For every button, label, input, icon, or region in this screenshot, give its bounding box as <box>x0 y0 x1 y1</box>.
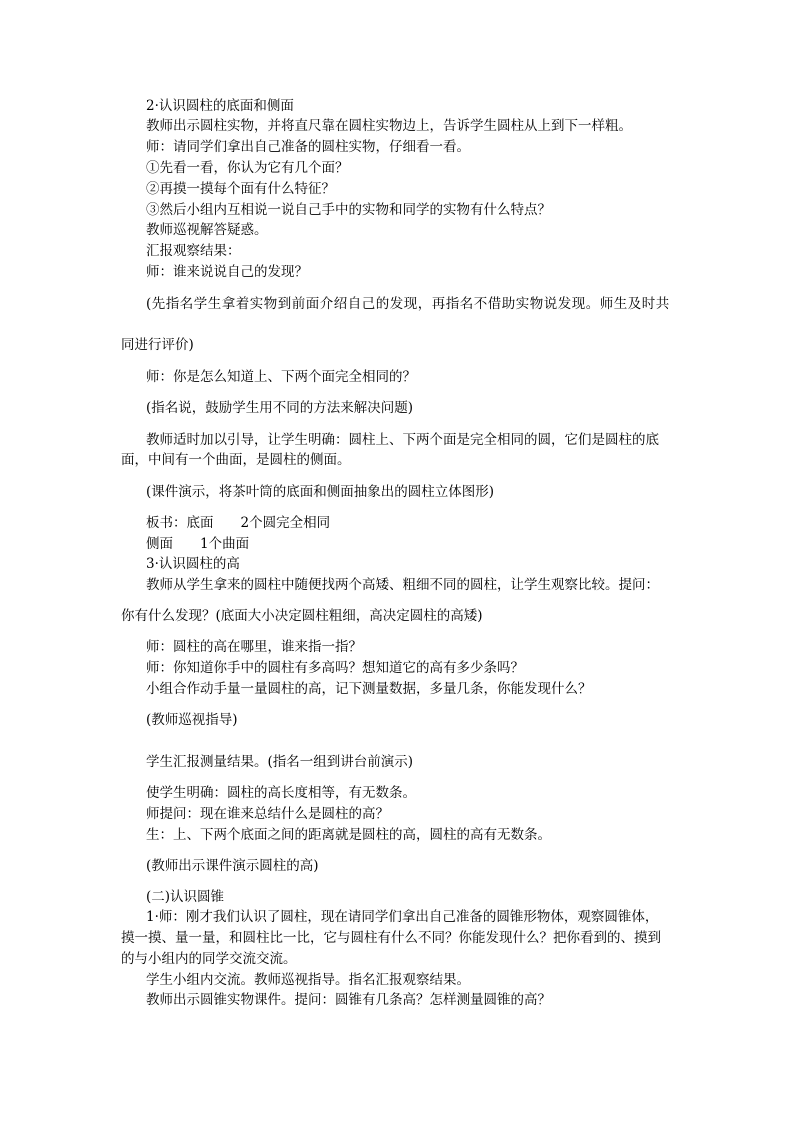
paragraph-line: 师提问：现在谁来总结什么是圆柱的高？ <box>146 806 389 822</box>
board-writing: 侧面 1个曲面 <box>146 536 250 552</box>
paragraph-line: 使学生明确：圆柱的高长度相等，有无数条。 <box>146 785 416 801</box>
paragraph-line: 教师适时加以引导，让学生明确：圆柱上、下两个面是完全相同的圆，它们是圆柱的底 <box>146 432 659 448</box>
paragraph-line: 学生汇报测量结果。(指名一组到讲台前演示) <box>146 754 414 770</box>
paragraph-line: 教师巡视解答疑惑。 <box>146 222 268 238</box>
board-writing: 板书：底面 2个圆完全相同 <box>146 515 331 531</box>
paragraph-line: 师：你知道你手中的圆柱有多高吗？想知道它的高有多少条吗？ <box>146 660 524 676</box>
paragraph-line: (教师出示课件演示圆柱的高) <box>146 858 319 874</box>
paragraph-line: (课件演示，将茶叶筒的底面和侧面抽象出的圆柱立体图形) <box>146 484 495 500</box>
paragraph-line: 教师出示圆锥实物课件。提问：圆锥有几条高？怎样测量圆锥的高？ <box>146 992 551 1008</box>
paragraph-line: 你有什么发现？(底面大小决定圆柱粗细，高决定圆柱的高矮) <box>121 608 483 624</box>
list-item: ③然后小组内互相说一说自己手中的实物和同学的实物有什么特点？ <box>146 202 551 218</box>
heading-cylinder-base-side: 2·认识圆柱的底面和侧面 <box>146 98 294 114</box>
heading-cylinder-height: 3·认识圆柱的高 <box>146 556 240 572</box>
paragraph-line: 师：谁来说说自己的发现？ <box>146 264 308 280</box>
paragraph-line: 的与小组内的同学交流交流。 <box>121 951 297 967</box>
paragraph-line: 小组合作动手量一量圆柱的高，记下测量数据，多量几条，你能发现什么？ <box>146 681 592 697</box>
paragraph-line: 摸一摸、量一量，和圆柱比一比，它与圆柱有什么不同？你能发现什么？把你看到的、摸到 <box>121 930 661 946</box>
paragraph-line: 汇报观察结果： <box>146 243 241 259</box>
paragraph-line: 学生小组内交流。教师巡视指导。指名汇报观察结果。 <box>146 972 470 988</box>
list-item: ②再摸一摸每个面有什么特征？ <box>146 181 335 197</box>
paragraph-line: 面，中间有一个曲面，是圆柱的侧面。 <box>121 452 351 468</box>
paragraph-line: 教师出示圆柱实物，并将直尺靠在圆柱实物边上，告诉学生圆柱从上到下一样粗。 <box>146 118 632 134</box>
paragraph-line: 师：请同学们拿出自己准备的圆柱实物，仔细看一看。 <box>146 139 470 155</box>
paragraph-line: 1·师：刚才我们认识了圆柱，现在请同学们拿出自己准备的圆锥形物体，观察圆锥体， <box>146 909 659 925</box>
paragraph-line: 师：圆柱的高在哪里，谁来指一指？ <box>146 639 362 655</box>
paragraph-line: (教师巡视指导) <box>146 712 238 728</box>
list-item: ①先看一看，你认为它有几个面？ <box>146 160 349 176</box>
paragraph-line: (指名说，鼓励学生用不同的方法来解决问题) <box>146 400 414 416</box>
paragraph-line: 同进行评价) <box>121 337 194 353</box>
paragraph-line: 生：上、下两个底面之间的距离就是圆柱的高，圆柱的高有无数条。 <box>146 827 551 843</box>
paragraph-line: 师：你是怎么知道上、下两个面完全相同的？ <box>146 369 416 385</box>
paragraph-line: (先指名学生拿着实物到前面介绍自己的发现，再指名不借助实物说发现。师生及时共 <box>146 296 670 312</box>
paragraph-line: 教师从学生拿来的圆柱中随便找两个高矮、粗细不同的圆柱，让学生观察比较。提问： <box>146 577 659 593</box>
heading-cone: (二)认识圆锥 <box>146 889 225 905</box>
